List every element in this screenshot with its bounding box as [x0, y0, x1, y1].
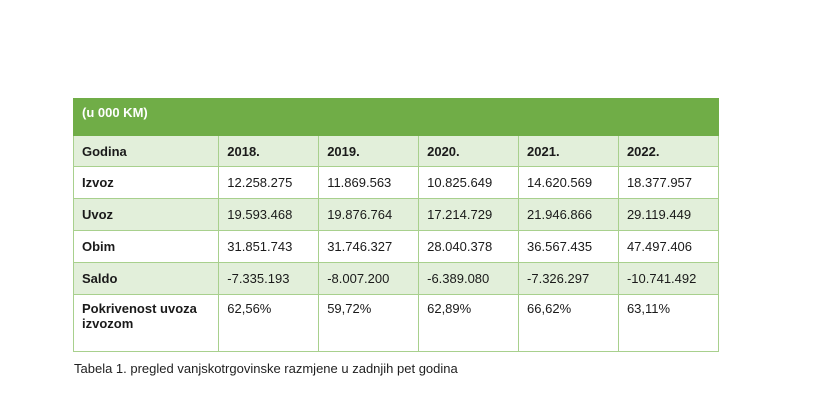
table-cell: 36.567.435 — [519, 231, 619, 263]
header-cell-year: 2019. — [319, 136, 419, 167]
table-cell: 29.119.449 — [618, 199, 718, 231]
header-cell-year: 2018. — [219, 136, 319, 167]
table-cell: 28.040.378 — [419, 231, 519, 263]
table-cell: 31.851.743 — [219, 231, 319, 263]
row-label: Obim — [74, 231, 219, 263]
row-label: Izvoz — [74, 167, 219, 199]
table-cell: -8.007.200 — [319, 263, 419, 295]
table-cell: 11.869.563 — [319, 167, 419, 199]
row-label: Saldo — [74, 263, 219, 295]
unit-row — [74, 99, 719, 136]
table-cell: 19.593.468 — [219, 199, 319, 231]
header-cell-year: 2021. — [519, 136, 619, 167]
table-cell: 17.214.729 — [419, 199, 519, 231]
table-cell: -7.335.193 — [219, 263, 319, 295]
trade-table — [73, 98, 719, 352]
table-cell: -6.389.080 — [419, 263, 519, 295]
table-cell: 12.258.275 — [219, 167, 319, 199]
header-cell-godina: Godina — [74, 136, 219, 167]
table-cell: 62,56% — [219, 295, 319, 352]
table-caption: Tabela 1. pregled vanjskotrgovinske razmjene u zadnjih pet godina — [74, 361, 458, 376]
table-cell: -7.326.297 — [519, 263, 619, 295]
table-cell: 14.620.569 — [519, 167, 619, 199]
table-cell: -10.741.492 — [618, 263, 718, 295]
row-label: Uvoz — [74, 199, 219, 231]
table-row-izvoz — [74, 167, 719, 199]
table-cell: 59,72% — [319, 295, 419, 352]
table-row-uvoz — [74, 199, 719, 231]
table-cell: 31.746.327 — [319, 231, 419, 263]
table-row-obim — [74, 231, 719, 263]
header-cell-year: 2020. — [419, 136, 519, 167]
table-cell: 62,89% — [419, 295, 519, 352]
table-cell: 18.377.957 — [618, 167, 718, 199]
table-cell: 47.497.406 — [618, 231, 718, 263]
table-cell: 63,11% — [618, 295, 718, 352]
header-cell-year: 2022. — [618, 136, 718, 167]
table-row-pokrivenost — [74, 295, 719, 352]
table-row-saldo — [74, 263, 719, 295]
table-cell: 19.876.764 — [319, 199, 419, 231]
table-cell: 21.946.866 — [519, 199, 619, 231]
row-label: Pokrivenost uvoza izvozom — [74, 295, 219, 352]
unit-label: (u 000 KM) — [74, 99, 719, 136]
table-cell: 66,62% — [519, 295, 619, 352]
header-row — [74, 136, 719, 167]
table-cell: 10.825.649 — [419, 167, 519, 199]
